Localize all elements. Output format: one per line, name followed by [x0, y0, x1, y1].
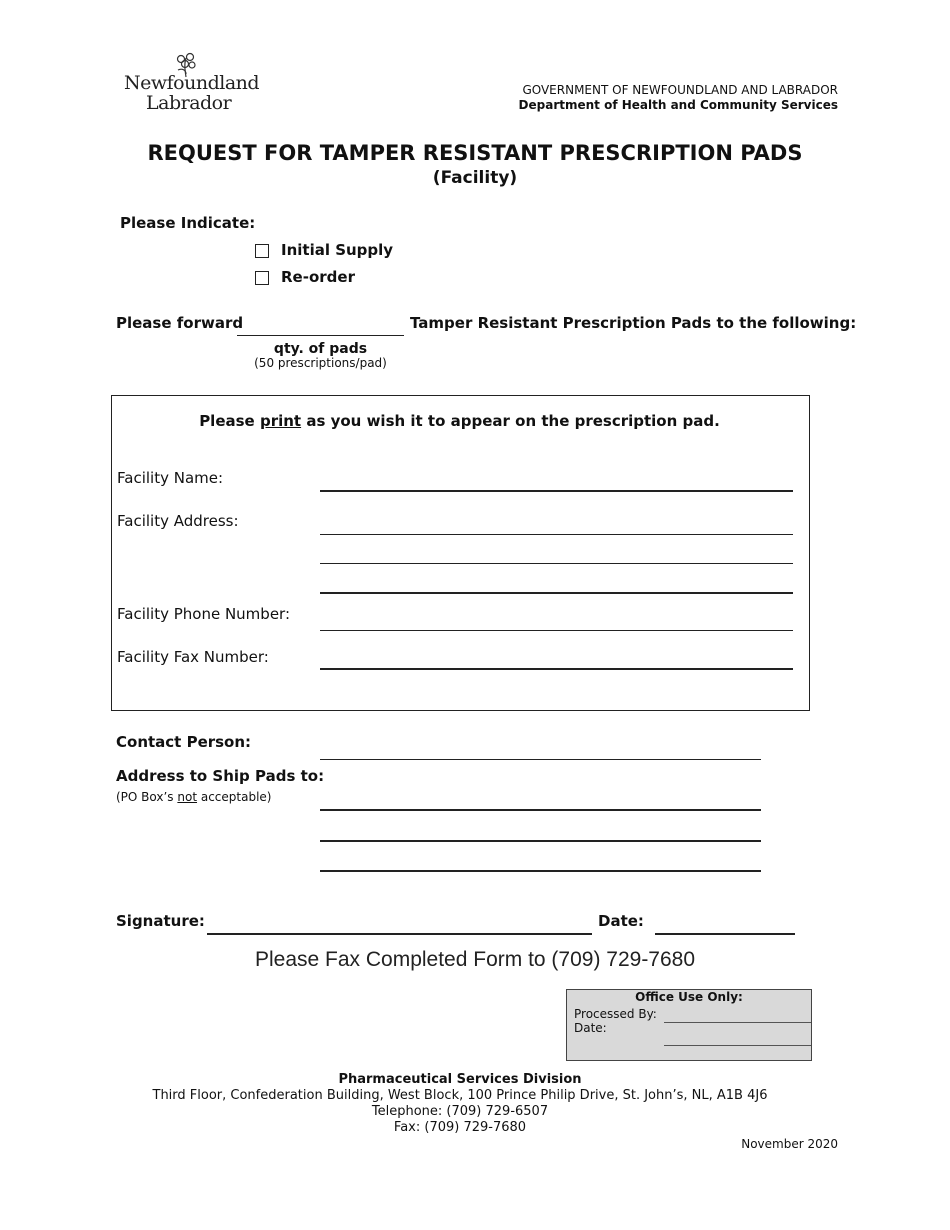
forward-suffix: Tamper Resistant Prescription Pads to the following: — [410, 314, 857, 332]
qty-input-line[interactable] — [237, 335, 404, 336]
ship-note-not-word: not — [177, 790, 198, 804]
fax-instruction: Please Fax Completed Form to (709) 729-7680 — [254, 948, 696, 971]
department-name: Department of Health and Community Services — [518, 98, 838, 112]
processed-by-field[interactable] — [664, 1022, 811, 1023]
signature-field[interactable] — [207, 933, 592, 935]
facility-address-field-2[interactable] — [320, 563, 793, 564]
ship-address-field-2[interactable] — [320, 840, 761, 842]
indicate-label: Please Indicate: — [120, 214, 256, 232]
qty-label: qty. of pads — [273, 341, 368, 357]
ship-note-text-1: (PO Box’s — [116, 790, 178, 804]
facility-phone-label: Facility Phone Number: — [117, 605, 290, 623]
ship-note-text-2: acceptable) — [197, 790, 272, 804]
initial-supply-label: Initial Supply — [281, 241, 394, 259]
footer-fax: Fax: (709) 729-7680 — [393, 1120, 527, 1135]
contact-person-label: Contact Person: — [116, 733, 252, 751]
forward-prefix: Please forward — [116, 314, 244, 332]
qty-note: (50 prescriptions/pad) — [254, 356, 387, 370]
reorder-checkbox[interactable] — [255, 271, 269, 285]
date-field[interactable] — [655, 933, 795, 935]
facility-phone-field[interactable] — [320, 630, 793, 631]
office-use-title: Office Use Only: — [635, 990, 743, 1004]
print-instruction — [111, 412, 808, 430]
facility-fax-label: Facility Fax Number: — [117, 648, 269, 666]
office-date-label: Date: — [574, 1021, 607, 1035]
form-revision-date: November 2020 — [741, 1137, 838, 1151]
ship-address-label: Address to Ship Pads to: — [116, 767, 325, 785]
facility-address-field-1[interactable] — [320, 534, 793, 535]
instruction-text-1: Please — [199, 412, 260, 430]
instruction-print-word: print — [259, 412, 302, 430]
form-subtitle: (Facility) — [432, 168, 518, 188]
ship-address-field-3[interactable] — [320, 870, 761, 872]
ship-address-field-1[interactable] — [320, 809, 761, 811]
facility-fax-field[interactable] — [320, 668, 793, 670]
office-date-field[interactable] — [664, 1045, 811, 1046]
facility-name-field[interactable] — [320, 490, 793, 492]
initial-supply-option[interactable] — [255, 241, 393, 259]
processed-by-label: Processed By: — [574, 1007, 657, 1021]
instruction-text-2: as you wish it to appear on the prescription pad. — [301, 412, 720, 430]
facility-name-label: Facility Name: — [117, 469, 224, 487]
facility-address-field-3[interactable] — [320, 592, 793, 594]
footer-division: Pharmaceutical Services Division — [338, 1072, 582, 1087]
logo-line-2: Labrador — [146, 92, 232, 114]
initial-supply-checkbox[interactable] — [255, 244, 269, 258]
form-title: REQUEST FOR TAMPER RESISTANT PRESCRIPTION PADS — [147, 141, 803, 165]
government-logo — [120, 52, 260, 114]
ship-address-note — [116, 790, 271, 804]
logo-line-1: Newfoundland — [124, 72, 260, 94]
date-label: Date: — [598, 912, 644, 930]
footer-telephone: Telephone: (709) 729-6507 — [371, 1104, 549, 1119]
signature-label: Signature: — [116, 912, 205, 930]
reorder-label: Re-order — [281, 268, 355, 286]
contact-person-field[interactable] — [320, 759, 761, 760]
reorder-option[interactable] — [255, 268, 355, 286]
facility-address-label: Facility Address: — [117, 512, 239, 530]
footer-address: Third Floor, Confederation Building, West Block, 100 Prince Philip Drive, St. John’s, NL, A1B 4J6 — [152, 1088, 768, 1103]
government-name: GOVERNMENT OF NEWFOUNDLAND AND LABRADOR — [522, 83, 838, 97]
office-use-box — [566, 989, 812, 1061]
